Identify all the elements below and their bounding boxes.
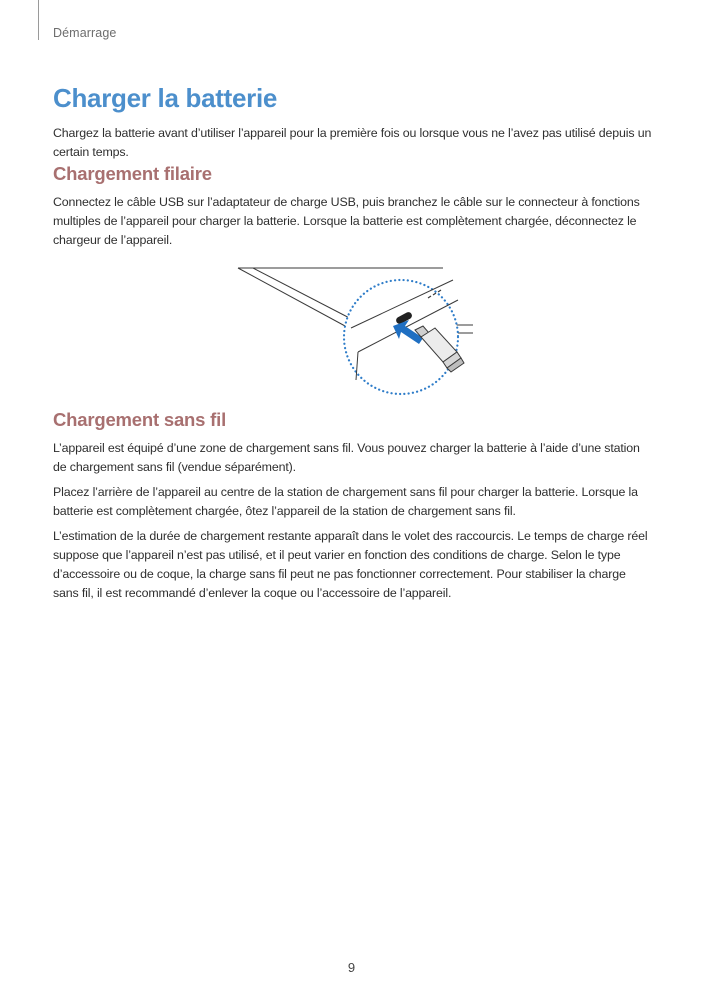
section-label: Démarrage [53, 26, 117, 40]
phone-usb-cable-drawing [233, 260, 473, 408]
wireless-paragraph-1: L’appareil est équipé d’une zone de chargement sans fil. Vous pouvez charger la batterie à l’aide d’une station de chargement sans fil (vendue séparément). [53, 441, 640, 474]
page-content [53, 80, 653, 603]
usb-charging-illustration [53, 260, 653, 408]
wireless-paragraph-3: L’estimation de la durée de chargement restante apparaît dans le volet des raccourcis. Le temps de charge réel suppose que l’appareil n’est pas utilisé, et il peut varier en fonction des conditions de charge. Selon le type d’accessoire ou de coque, la charge sans fil peut ne pas fonctionner correctement. Pour stabiliser la charge sans fil, il est recommandé d’enlever la coque ou l’accessoire de l’appareil. [53, 529, 648, 600]
page-number: 9 [347, 960, 356, 975]
intro-paragraph: Chargez la batterie avant d’utiliser l’appareil pour la première fois ou lorsque vous ne l’avez pas utilisé depuis un certain temps. [53, 126, 652, 159]
page-title: Charger la batterie [53, 83, 278, 113]
page-margin-rule [38, 0, 39, 40]
wired-charging-heading: Chargement filaire [53, 163, 212, 184]
wireless-paragraph-2: Placez l’arrière de l’appareil au centre de la station de chargement sans fil pour charger la batterie. Lorsque la batterie est complètement chargée, ôtez l’appareil de la station de chargement sans fil. [53, 485, 638, 518]
wired-charging-paragraph: Connectez le câble USB sur l’adaptateur de charge USB, puis branchez le câble sur le connecteur à fonctions multiples de l’appareil pour charger la batterie. Lorsque la batterie est complètement chargée, déconnectez le chargeur de l’appareil. [53, 195, 640, 247]
wireless-charging-heading: Chargement sans fil [53, 409, 227, 430]
